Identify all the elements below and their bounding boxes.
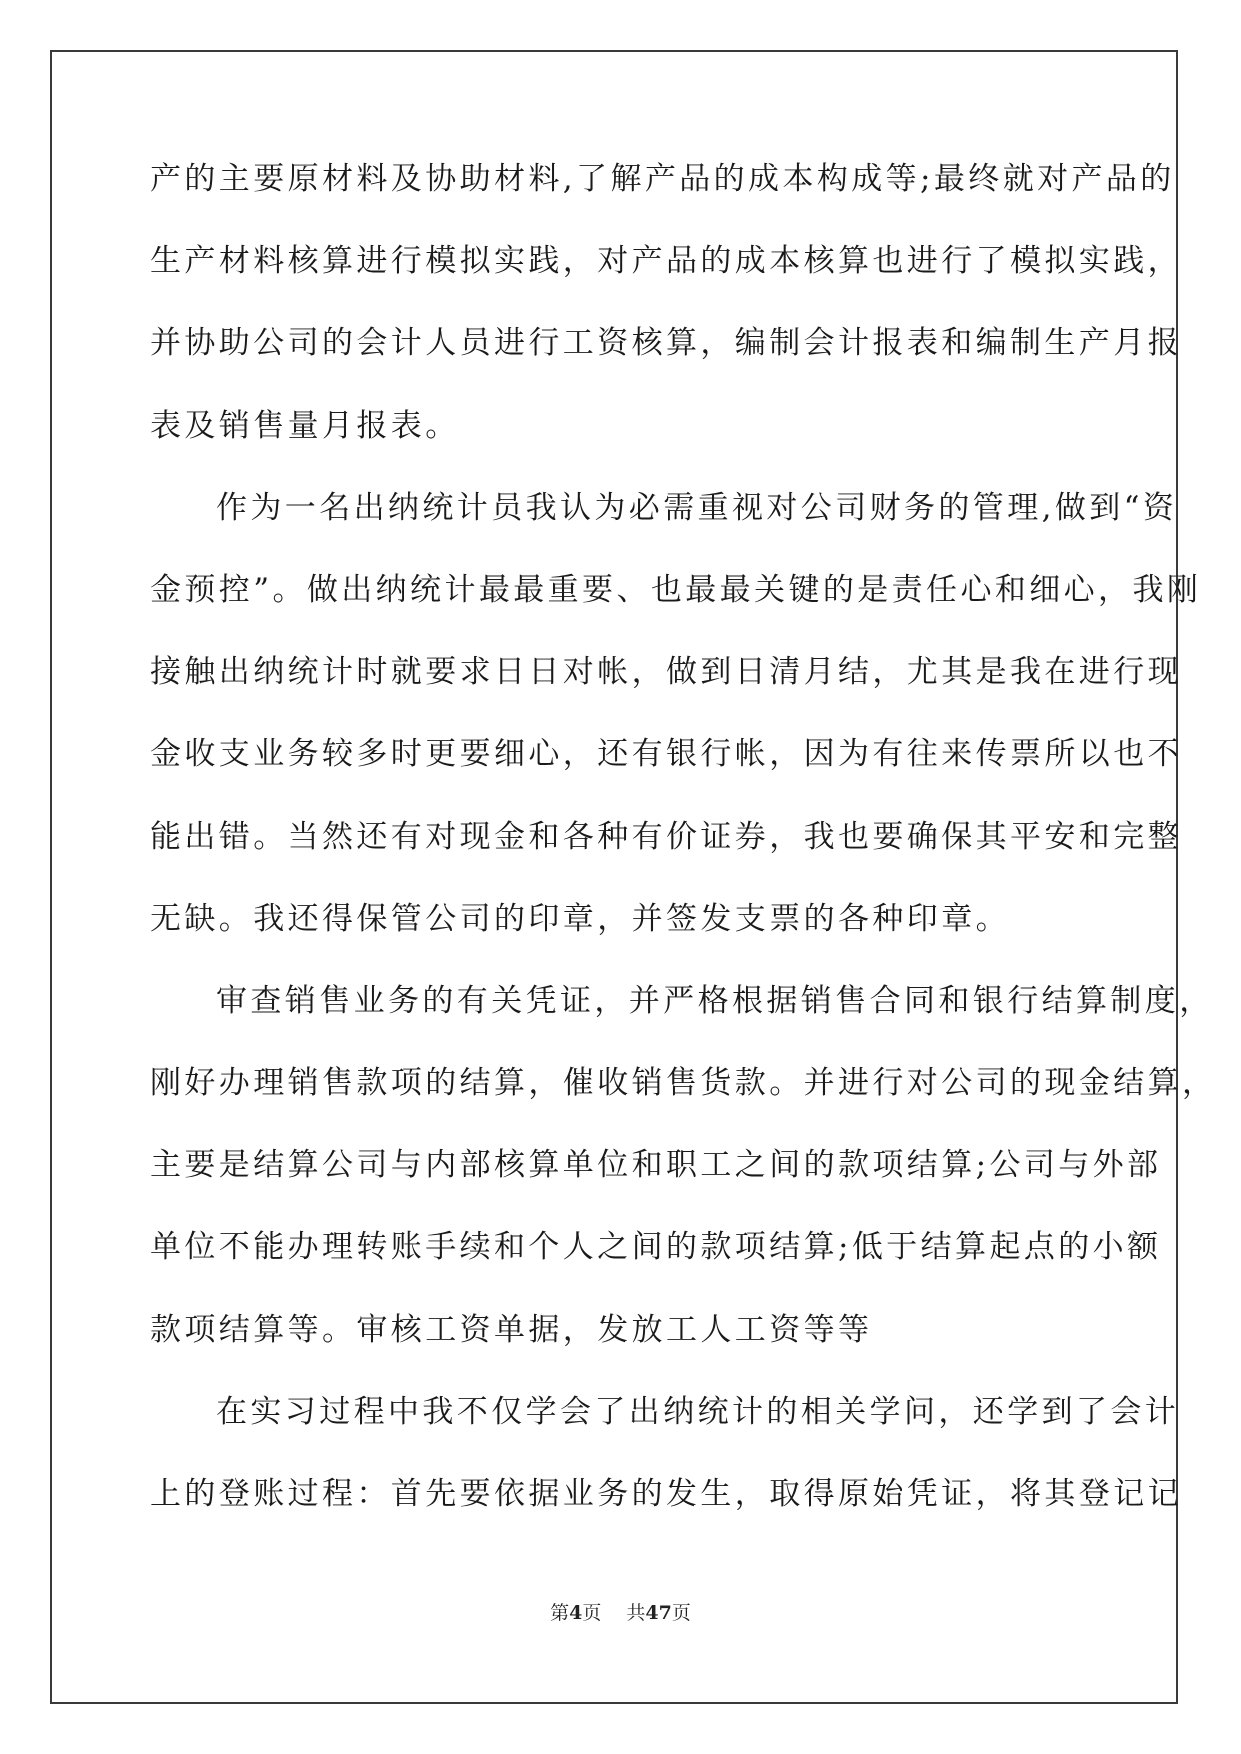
footer-total-suffix: 页 xyxy=(671,1602,691,1624)
text-line-11: 审查销售业务的有关凭证，并严格根据销售合同和银行结算制度， xyxy=(216,982,1214,1019)
text-line-16: 在实习过程中我不仅学会了出纳统计的相关学问，还学到了会计 xyxy=(216,1393,1180,1430)
page-number: 4 xyxy=(569,1602,583,1624)
text-line-15: 款项结算等。审核工资单据，发放工人工资等等 xyxy=(150,1311,873,1348)
footer-prefix: 第 xyxy=(550,1602,570,1624)
footer-total-prefix: 共 xyxy=(626,1602,646,1624)
text-line-13: 主要是结算公司与内部核算单位和职工之间的款项结算;公司与外部 xyxy=(150,1147,1162,1184)
text-line-9: 能出错。当然还有对现金和各种有价证券，我也要确保其平安和完整 xyxy=(150,818,1182,855)
page-footer xyxy=(0,1598,1241,1625)
text-line-2: 生产材料核算进行模拟实践，对产品的成本核算也进行了模拟实践， xyxy=(150,243,1182,280)
text-line-14: 单位不能办理转账手续和个人之间的款项结算;低于结算起点的小额 xyxy=(150,1229,1162,1266)
text-line-1: 产的主要原材料及协助材料,了解产品的成本构成等;最终就对产品的 xyxy=(150,161,1175,197)
total-pages: 47 xyxy=(645,1602,672,1624)
text-line-3: 并协助公司的会计人员进行工资核算，编制会计报表和编制生产月报 xyxy=(150,325,1182,362)
text-line-8: 金收支业务较多时更要细心，还有银行帐，因为有往来传票所以也不 xyxy=(150,736,1182,773)
text-line-12: 刚好办理销售款项的结算，催收销售货款。并进行对公司的现金结算， xyxy=(150,1065,1217,1102)
text-line-7: 接触出纳统计时就要求日日对帐，做到日清月结，尤其是我在进行现 xyxy=(150,654,1182,691)
text-line-10: 无缺。我还得保管公司的印章，并签发支票的各种印章。 xyxy=(150,900,1010,937)
text-line-5: 作为一名出纳统计员我认为必需重视对公司财务的管理,做到“资 xyxy=(216,489,1178,526)
text-line-4: 表及销售量月报表。 xyxy=(150,407,460,444)
text-line-17: 上的登账过程：首先要依据业务的发生，取得原始凭证，将其登记记 xyxy=(150,1476,1182,1512)
document-body xyxy=(150,160,1217,1557)
footer-page-suffix: 页 xyxy=(582,1602,602,1624)
text-line-6: 金预控”。做出纳统计最最重要、也最最关键的是责任心和细心，我刚 xyxy=(150,571,1202,608)
